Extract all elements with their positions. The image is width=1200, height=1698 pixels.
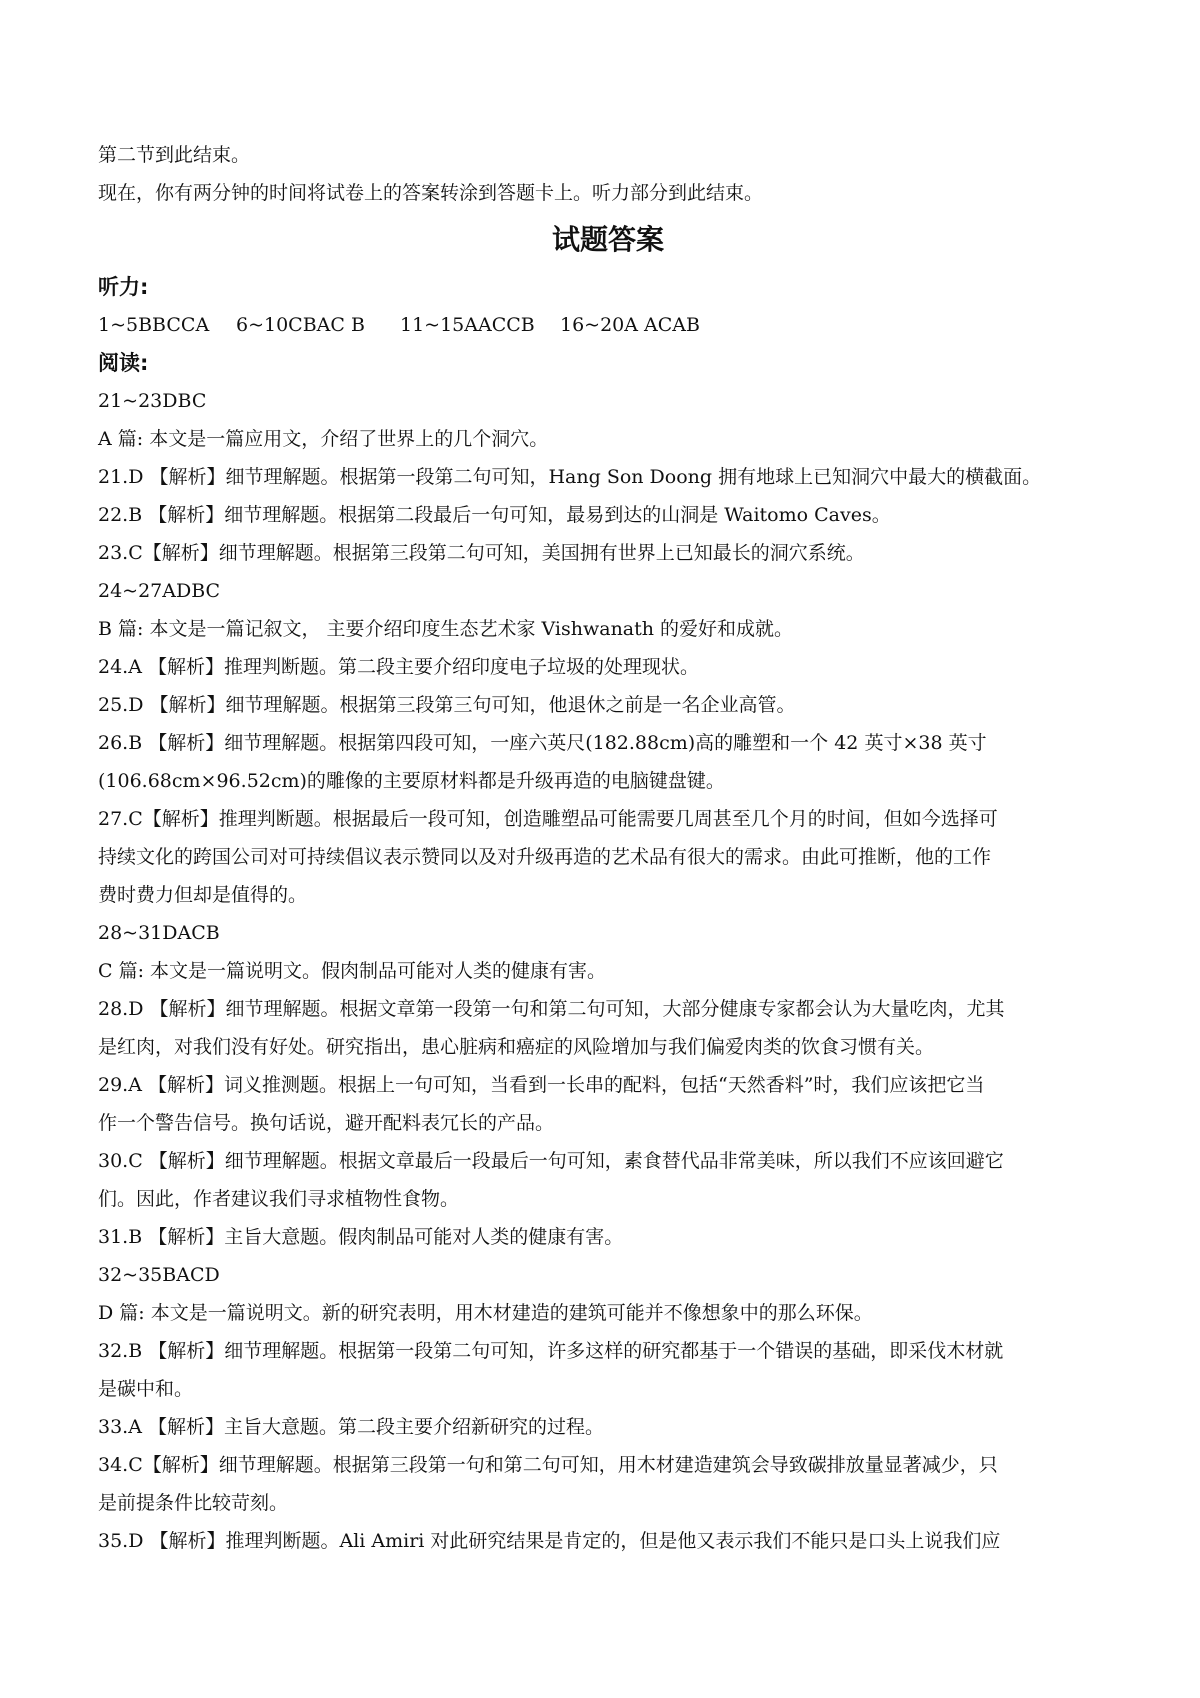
- explanation-28-cont: 是红肉，对我们没有好处。研究指出，患心脏病和癌症的风险增加与我们偏爱肉类的饮食习惯有关。: [98, 1036, 935, 1058]
- explanation-35: 35.D 【解析】推理判断题。Ali Amiri 对此研究结果是肯定的，但是他又表示我们不能只是口头上说我们应: [98, 1530, 1001, 1552]
- explanation-34: 34.C【解析】细节理解题。根据第三段第一句和第二句可知，用木材建造建筑会导致碳排放量显著减少，只: [98, 1454, 998, 1476]
- explanation-21: 21.D 【解析】细节理解题。根据第一段第二句可知，Hang Son Doong 拥有地球上已知洞穴中最大的横截面。: [98, 466, 1042, 488]
- intro-line-2: 现在，你有两分钟的时间将试卷上的答案转涂到答题卡上。听力部分到此结束。: [98, 182, 764, 204]
- explanation-22: 22.B 【解析】细节理解题。根据第二段最后一句可知，最易到达的山洞是 Waitomo Caves。: [98, 504, 891, 526]
- explanation-24: 24.A 【解析】推理判断题。第二段主要介绍印度电子垃圾的处理现状。: [98, 656, 699, 678]
- page-title: 试题答案: [551, 223, 664, 256]
- explanation-26-cont: (106.68cm×96.52cm)的雕像的主要原材料都是升级再造的电脑键盘键。: [98, 770, 725, 792]
- explanation-25: 25.D 【解析】细节理解题。根据第三段第三句可知，他退休之前是一名企业高管。: [98, 694, 796, 716]
- explanation-29-cont: 作一个警告信号。换句话说，避开配料表冗长的产品。: [98, 1112, 555, 1134]
- answer-key-b: 24~27ADBC: [98, 580, 221, 602]
- explanation-33: 33.A 【解析】主旨大意题。第二段主要介绍新研究的过程。: [98, 1416, 604, 1438]
- answer-key-d: 32~35BACD: [98, 1264, 220, 1286]
- explanation-32-cont: 是碳中和。: [98, 1378, 194, 1400]
- intro-line-1: 第二节到此结束。: [98, 144, 251, 166]
- passage-summary-b: B 篇: 本文是一篇记叙文， 主要介绍印度生态艺术家 Vishwanath 的爱好和成就。: [98, 618, 794, 640]
- explanation-30-cont: 们。因此，作者建议我们寻求植物性食物。: [98, 1188, 460, 1210]
- explanation-23: 23.C【解析】细节理解题。根据第三段第二句可知，美国拥有世界上已知最长的洞穴系统。: [98, 542, 865, 564]
- page-content: [98, 136, 1118, 1560]
- listening-heading: 听力:: [98, 275, 149, 299]
- explanation-26: 26.B 【解析】细节理解题。根据第四段可知，一座六英尺(182.88cm)高的雕塑和一个 42 英寸×38 英寸: [98, 732, 987, 754]
- explanation-31: 31.B 【解析】主旨大意题。假肉制品可能对人类的健康有害。: [98, 1226, 624, 1248]
- explanation-32: 32.B 【解析】细节理解题。根据第一段第二句可知，许多这样的研究都基于一个错误的基础，即采伐木材就: [98, 1340, 1004, 1362]
- explanation-29: 29.A 【解析】词义推测题。根据上一句可知，当看到一长串的配料，包括“天然香料”时，我们应该把它当: [98, 1074, 985, 1096]
- explanation-27-cont: 费时费力但却是值得的。: [98, 884, 308, 906]
- reading-heading: 阅读:: [98, 351, 149, 375]
- answer-key-c: 28~31DACB: [98, 922, 220, 944]
- listening-answer-group: 16~20A ACAB: [560, 314, 700, 336]
- answer-key-a: 21~23DBC: [98, 390, 207, 412]
- passage-summary-d: D 篇: 本文是一篇说明文。新的研究表明，用木材建造的建筑可能并不像想象中的那么环保。: [98, 1302, 873, 1324]
- explanation-27: 27.C【解析】推理判断题。根据最后一段可知，创造雕塑品可能需要几周甚至几个月的时间，但如今选择可: [98, 808, 998, 830]
- passage-summary-a: A 篇: 本文是一篇应用文，介绍了世界上的几个洞穴。: [98, 428, 549, 450]
- explanation-28: 28.D 【解析】细节理解题。根据文章第一段第一句和第二句可知，大部分健康专家都会认为大量吃肉，尤其: [98, 998, 1005, 1020]
- reading-section: [98, 382, 1118, 1560]
- explanation-30: 30.C 【解析】细节理解题。根据文章最后一段最后一句可知，素食替代品非常美味，所以我们不应该回避它: [98, 1150, 1004, 1172]
- explanation-27-cont: 持续文化的跨国公司对可持续倡议表示赞同以及对升级再造的艺术品有很大的需求。由此可推断，他的工作: [98, 846, 992, 868]
- listening-answer-group: 1~5BBCCA: [98, 314, 210, 336]
- listening-answer-group: 6~10CBAC B: [236, 314, 365, 336]
- listening-answers: [98, 306, 1118, 344]
- passage-summary-c: C 篇: 本文是一篇说明文。假肉制品可能对人类的健康有害。: [98, 960, 607, 982]
- listening-answer-group: 11~15AACCB: [400, 314, 535, 336]
- explanation-34-cont: 是前提条件比较苛刻。: [98, 1492, 289, 1514]
